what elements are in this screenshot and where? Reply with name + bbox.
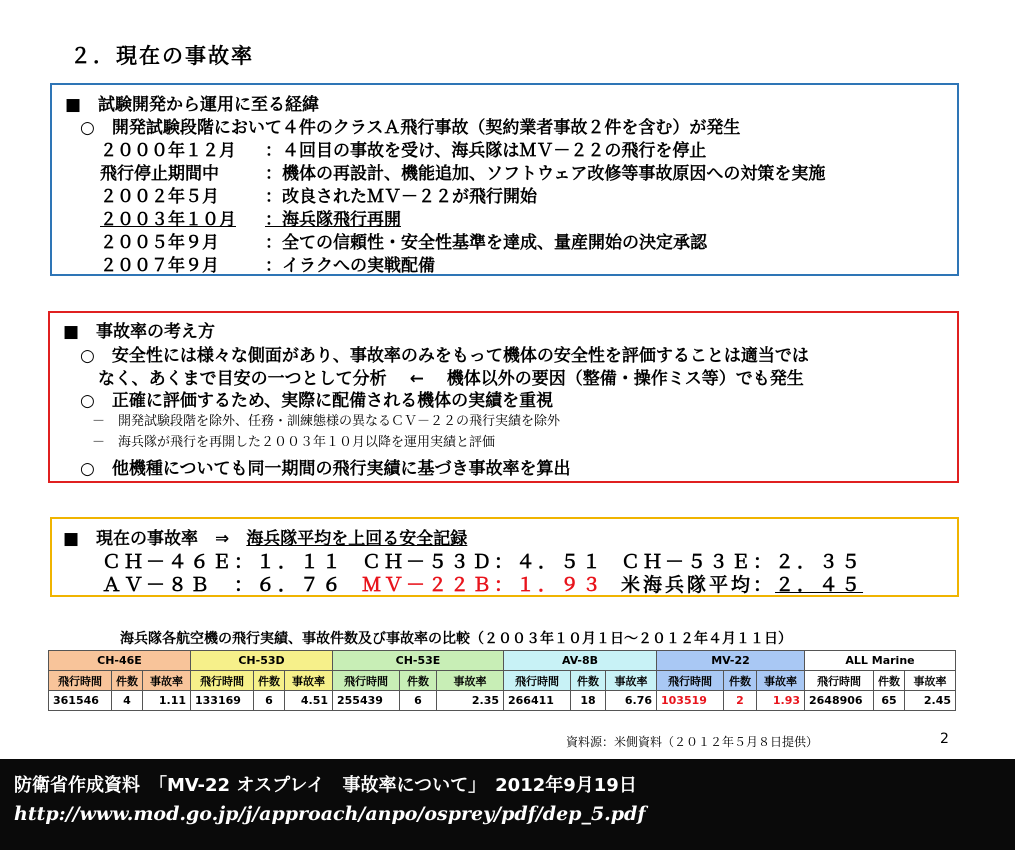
table-row: [49, 691, 956, 711]
rate-ch46e: ＣＨ－４６Ｅ：１．１１: [102, 551, 345, 573]
marine-average-value: ２．４５: [775, 574, 864, 596]
table-cell: 1.93: [757, 691, 805, 711]
history-event: ：海兵隊飛行再開: [265, 210, 401, 230]
history-event: ：全ての信頼性・安全性基準を達成、量産開始の決定承認: [265, 233, 707, 253]
table-cell: 103519: [657, 691, 724, 711]
table-cell: 361546: [49, 691, 112, 711]
table-cell: 6.76: [606, 691, 657, 711]
concept-bullet-3: ○ 他機種についても同一期間の飛行実績に基づき事故率を算出: [80, 459, 571, 479]
history-event: ：改良されたＭＶ－２２が飛行開始: [265, 187, 537, 207]
table-column-header: 事故率: [757, 671, 805, 691]
concept-bullet-1-line-2: なく、あくまで目安の一つとして分析 ← 機体以外の要因（整備・操作ミス等）でも発生: [98, 369, 804, 389]
table-cell: 18: [571, 691, 606, 711]
page-title: ２．現在の事故率: [70, 44, 254, 68]
table-cell: 4: [112, 691, 143, 711]
table-column-header: 事故率: [437, 671, 504, 691]
rate-ch53d: ＣＨ－５３Ｄ：４．５１: [362, 551, 605, 573]
rate-av8b: ＡＶ－８Ｂ ：６．７６: [102, 574, 345, 596]
history-row: [100, 251, 950, 276]
table-column-header: 件数: [254, 671, 285, 691]
history-row: [100, 182, 950, 207]
table-column-header: 件数: [112, 671, 143, 691]
history-event: ：イラクへの実戦配備: [265, 256, 435, 276]
footer-bar: [0, 759, 1015, 850]
table-column-header: 件数: [874, 671, 905, 691]
history-row: [100, 159, 950, 184]
history-bullet: ○ 開発試験段階において４件のクラスＡ飛行事故（契約業者事故２件を含む）が発生: [80, 118, 741, 138]
table-cell: 266411: [504, 691, 571, 711]
table-group-header: CH-53E: [333, 651, 504, 671]
concept-bullet-2: ○ 正確に評価するため、実際に配備される機体の実績を重視: [80, 391, 554, 411]
page-number: 2: [940, 731, 949, 747]
table-cell: 1.11: [143, 691, 191, 711]
table-group-header: MV-22: [657, 651, 805, 671]
table-column-header: 事故率: [905, 671, 956, 691]
table-group-header-row: [49, 651, 956, 671]
history-date: ２００５年９月: [100, 233, 219, 253]
current-rate-heading-prefix: ■ 現在の事故率 ⇒: [63, 529, 247, 549]
table-column-header: 件数: [571, 671, 606, 691]
history-row: [100, 136, 950, 161]
table-column-header: 飛行時間: [191, 671, 254, 691]
footer-url[interactable]: http://www.mod.go.jp/j/approach/anpo/osprey/pdf/dep_5.pdf: [14, 803, 646, 825]
footer-title: 防衛省作成資料 「MV-22 オスプレイ 事故率について」 2012年9月19日: [14, 775, 637, 796]
history-heading: ■ 試験開発から運用に至る経緯: [65, 95, 320, 115]
concept-heading: ■ 事故率の考え方: [63, 322, 216, 342]
table-column-header: 事故率: [606, 671, 657, 691]
source-note: 資料源：米側資料（２０１２年５月８日提供）: [566, 735, 819, 749]
current-rate-heading: [63, 524, 467, 549]
table-cell: 2648906: [805, 691, 874, 711]
history-date: ２００３年１０月: [100, 210, 236, 230]
concept-dash-2: － 海兵隊が飛行を再開した２００３年１０月以降を運用実績と評価: [92, 435, 496, 450]
table-column-header: 飛行時間: [333, 671, 400, 691]
history-row: [100, 228, 950, 253]
table-column-header: 飛行時間: [805, 671, 874, 691]
table-column-header: 事故率: [285, 671, 333, 691]
marine-average-label: 米海兵隊平均：: [621, 574, 776, 596]
table-group-header: CH-53D: [191, 651, 333, 671]
table-column-header: 事故率: [143, 671, 191, 691]
table-group-header: CH-46E: [49, 651, 191, 671]
history-date: ２０００年１２月: [100, 141, 236, 161]
history-event: ：機体の再設計、機能追加、ソフトウェア改修等事故原因への対策を実施: [265, 164, 826, 184]
comparison-table: [48, 650, 956, 711]
table-cell: 2.45: [905, 691, 956, 711]
concept-dash-1: － 開発試験段階を除外、任務・訓練態様の異なるＣＶ－２２の飛行実績を除外: [92, 414, 561, 429]
table-cell: 6: [254, 691, 285, 711]
table-column-header: 飛行時間: [49, 671, 112, 691]
table-subheader-row: [49, 671, 956, 691]
current-rate-heading-emphasis: 海兵隊平均を上回る安全記録: [246, 529, 468, 549]
history-row: [100, 205, 950, 230]
history-date: ２００２年５月: [100, 187, 219, 207]
table-cell: 133169: [191, 691, 254, 711]
table-cell: 4.51: [285, 691, 333, 711]
table-cell: 6: [400, 691, 437, 711]
table-column-header: 飛行時間: [504, 671, 571, 691]
history-date: 飛行停止期間中: [100, 164, 219, 184]
rate-mv22b: ＭＶ－２２Ｂ：１．９３: [362, 574, 605, 596]
history-event: ：４回目の事故を受け、海兵隊はＭＶ－２２の飛行を停止: [265, 141, 707, 161]
table-column-header: 飛行時間: [657, 671, 724, 691]
table-group-header: ALL Marine: [805, 651, 956, 671]
table-caption: 海兵隊各航空機の飛行実績、事故件数及び事故率の比較（２００３年１０月１日～２０１２年４月１１日）: [120, 631, 792, 647]
rate-ch53e: ＣＨ－５３Ｅ：２．３５: [621, 551, 864, 573]
table-cell: 2.35: [437, 691, 504, 711]
table-group-header: AV-8B: [504, 651, 657, 671]
table-cell: 65: [874, 691, 905, 711]
concept-bullet-1-line-1: ○ 安全性には様々な側面があり、事故率のみをもって機体の安全性を評価することは適当では: [80, 346, 809, 366]
table-column-header: 件数: [724, 671, 757, 691]
history-date: ２００７年９月: [100, 256, 219, 276]
table-cell: 255439: [333, 691, 400, 711]
table-column-header: 件数: [400, 671, 437, 691]
rate-marine-average: [621, 570, 863, 597]
table-cell: 2: [724, 691, 757, 711]
